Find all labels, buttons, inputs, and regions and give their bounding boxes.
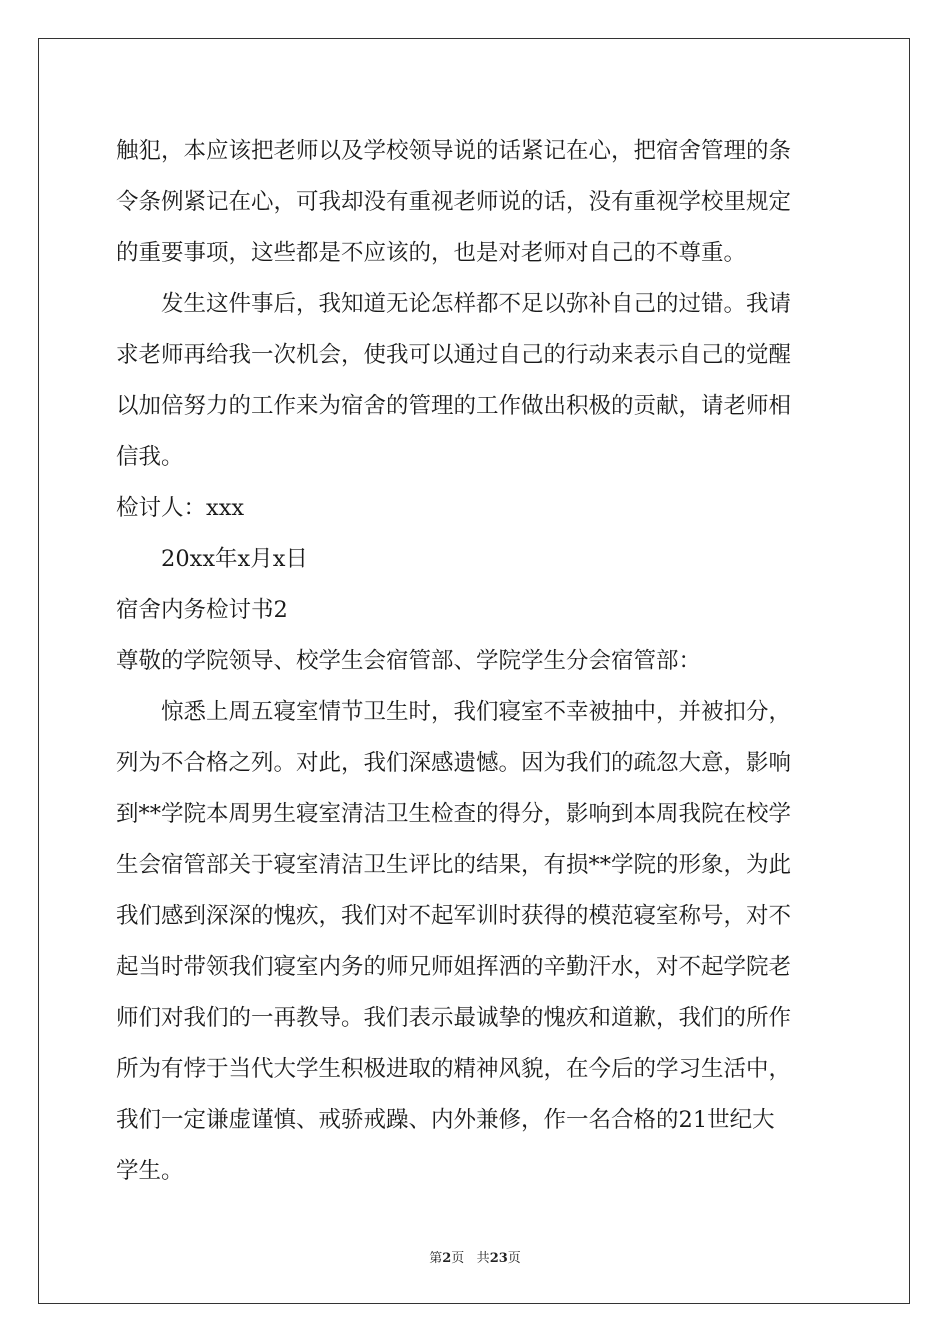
page-footer [0, 1247, 950, 1266]
text-line: 到**学院本周男生寝室清洁卫生检查的得分，影响到本周我院在校学 [116, 801, 792, 827]
paragraph-start: 惊悉上周五寝室情节卫生时，我们寝室不幸被抽中，并被扣分， [161, 699, 792, 725]
text-line: 列为不合格之列。对此，我们深感遗憾。因为我们的疏忽大意，影响 [116, 750, 792, 776]
text-line: 师们对我们的一再教导。我们表示最诚挚的愧疚和道歉，我们的所作 [116, 1005, 792, 1031]
section-title: 宿舍内务检讨书2 [116, 597, 288, 623]
total-pages: 23 [489, 1251, 508, 1266]
signatory: 检讨人：xxx [116, 495, 245, 521]
text-line: 我们一定谦虚谨慎、戒骄戒躁、内外兼修，作一名合格的21世纪大 [116, 1107, 775, 1133]
document-body [116, 126, 838, 1197]
text-line: 起当时带领我们寝室内务的师兄师姐挥洒的辛勤汗水，对不起学院老 [116, 954, 792, 980]
text-line: 信我。 [116, 444, 184, 470]
text-line: 学生。 [116, 1158, 184, 1184]
text-line: 求老师再给我一次机会，使我可以通过自己的行动来表示自己的觉醒 [116, 342, 792, 368]
text-line: 我们感到深深的愧疚，我们对不起军训时获得的模范寝室称号，对不 [116, 903, 792, 929]
text-line: 的重要事项，这些都是不应该的，也是对老师对自己的不尊重。 [116, 240, 747, 266]
paragraph-start: 发生这件事后，我知道无论怎样都不足以弥补自己的过错。我请 [161, 291, 792, 317]
text-line: 令条例紧记在心，可我却没有重视老师说的话，没有重视学校里规定 [116, 189, 792, 215]
footer-prefix: 第 [429, 1251, 443, 1266]
text-line: 触犯，本应该把老师以及学校领导说的话紧记在心，把宿舍管理的条 [116, 138, 792, 164]
page-number: 2 [442, 1251, 452, 1266]
salutation: 尊敬的学院领导、校学生会宿管部、学院学生分会宿管部： [116, 648, 702, 674]
footer-page-unit: 页 [451, 1251, 465, 1266]
footer-total-unit: 页 [507, 1251, 521, 1266]
text-line: 以加倍努力的工作来为宿舍的管理的工作做出积极的贡献，请老师相 [116, 393, 792, 419]
footer-total-prefix: 共 [476, 1251, 490, 1266]
date-line: 20xx年x月x日 [161, 546, 308, 572]
text-line: 生会宿管部关于寝室清洁卫生评比的结果，有损**学院的形象，为此 [116, 852, 792, 878]
text-line: 所为有悖于当代大学生积极进取的精神风貌，在今后的学习生活中， [116, 1056, 792, 1082]
